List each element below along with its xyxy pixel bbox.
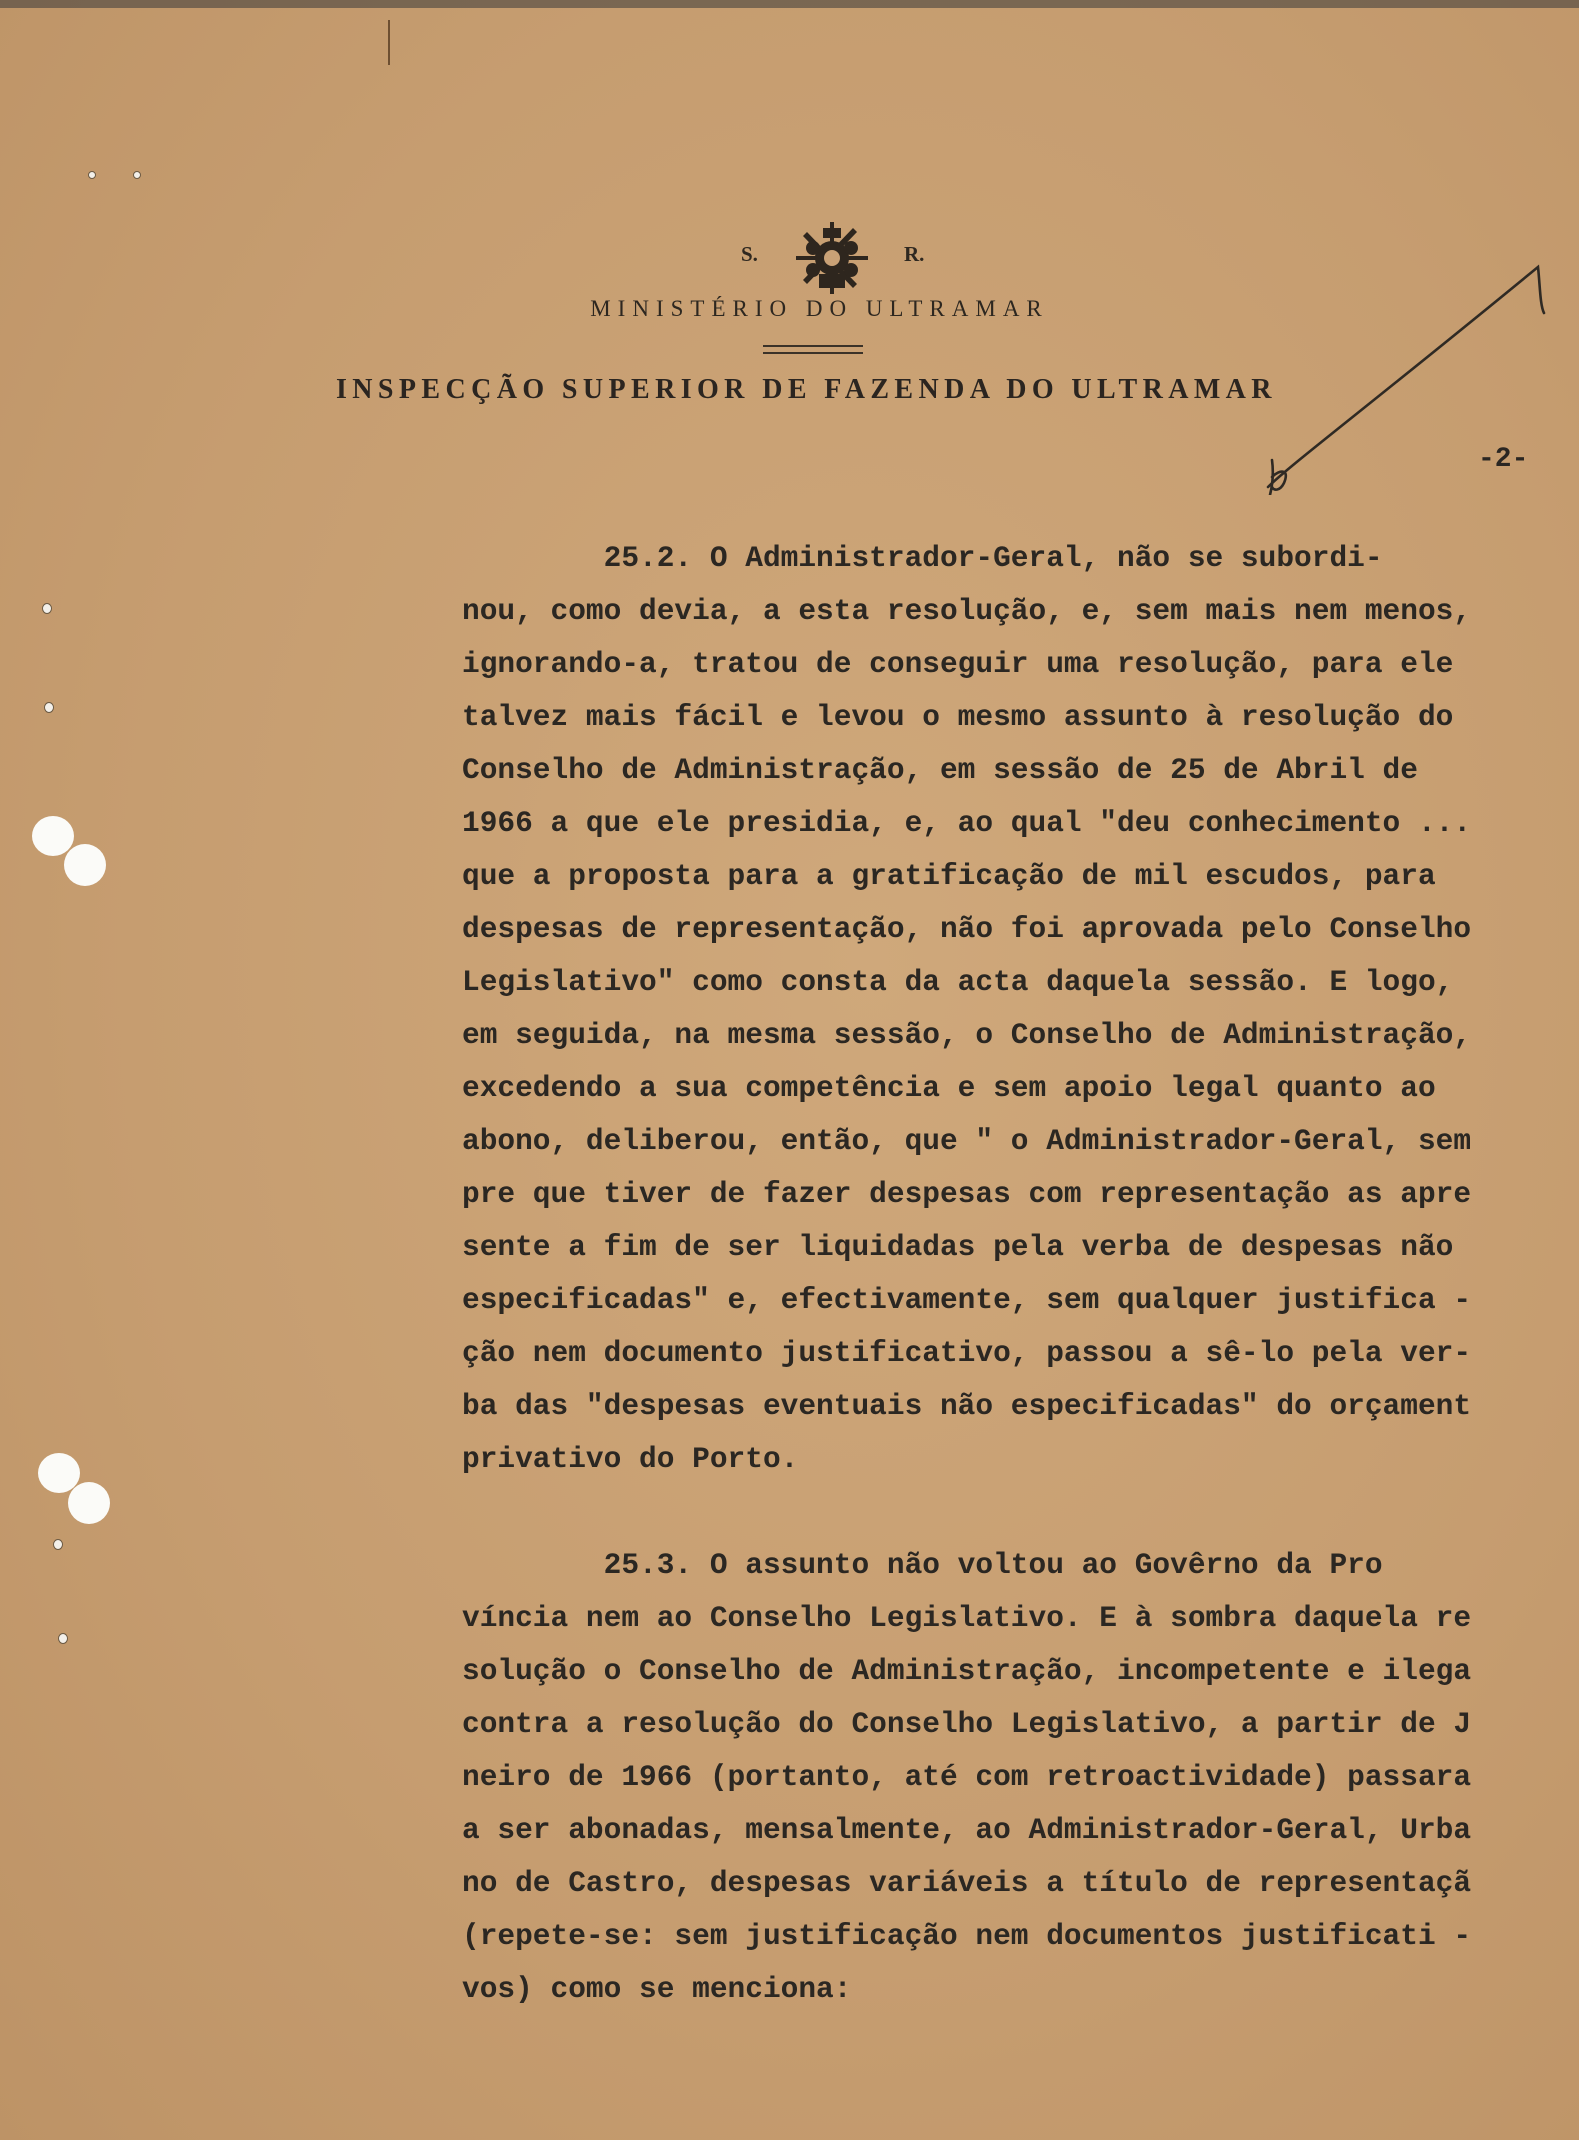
text-line: 1966 a que ele presidia, e, ao qual "deu conhecimento ... [462, 806, 1472, 840]
text-line: despesas de representação, não foi aprovada pelo Conselho [462, 912, 1472, 946]
heading-rule [763, 345, 863, 347]
handwritten-signature-icon [1250, 255, 1579, 495]
ministry-heading: MINISTÉRIO DO ULTRAMAR [590, 296, 1049, 321]
paper-speck [53, 1539, 63, 1550]
text-line: ignorando-a, tratou de conseguir uma resolução, para ele [462, 647, 1454, 681]
text-line: 25.3. O assunto não voltou ao Govêrno da Pro [462, 1548, 1383, 1582]
text-line: privativo do Porto. [462, 1442, 799, 1476]
text-line: a ser abonadas, mensalmente, ao Administrador-Geral, Urba [462, 1813, 1472, 1847]
text-line: 25.2. O Administrador-Geral, não se subordi- [462, 541, 1383, 575]
heading-rule [763, 352, 863, 354]
paper-speck [133, 171, 141, 179]
text-line: ção nem documento justificativo, passou a sê-lo pela ver- [462, 1336, 1472, 1370]
text-line: talvez mais fácil e levou o mesmo assunto à resolução do [462, 700, 1454, 734]
paper-speck [44, 702, 54, 713]
text-line: em seguida, na mesma sessão, o Conselho de Administração, [462, 1018, 1472, 1052]
text-line: contra a resolução do Conselho Legislativo, a partir de J [462, 1707, 1472, 1741]
paper-speck [88, 171, 96, 179]
pencil-mark [384, 20, 394, 65]
text-line: víncia nem ao Conselho Legislativo. E à sombra daquela re [462, 1601, 1472, 1635]
punch-hole [64, 844, 106, 886]
text-line: especificadas" e, efectivamente, sem qualquer justifica - [462, 1283, 1472, 1317]
text-line: que a proposta para a gratificação de mil escudos, para [462, 859, 1436, 893]
text-line: Legislativo" como consta da acta daquela sessão. E logo, [462, 965, 1454, 999]
page-number: -2- [1478, 444, 1529, 475]
text-line: excedendo a sua competência e sem apoio legal quanto ao [462, 1071, 1436, 1105]
department-heading: INSPECÇÃO SUPERIOR DE FAZENDA DO ULTRAMAR [336, 374, 1277, 405]
text-line: no de Castro, despesas variáveis a título de representaçã [462, 1866, 1472, 1900]
text-line: vos) como se menciona: [462, 1972, 852, 2006]
top-edge-shadow [0, 0, 1579, 8]
text-line: nou, como devia, a esta resolução, e, sem mais nem menos, [462, 594, 1472, 628]
paper-speck [42, 603, 52, 614]
seal-letter-right: R. [904, 242, 925, 266]
coat-of-arms-icon [787, 222, 877, 294]
paper-speck [58, 1633, 68, 1644]
punch-hole [68, 1482, 110, 1524]
punch-hole [32, 816, 74, 856]
text-line: ba das "despesas eventuais não especificadas" do orçament [462, 1389, 1472, 1423]
seal-letter-left: S. [741, 242, 758, 266]
text-line: pre que tiver de fazer despesas com representação as apre [462, 1177, 1472, 1211]
text-line: neiro de 1966 (portanto, até com retroactividade) passara [462, 1760, 1472, 1794]
text-line: solução o Conselho de Administração, incompetente e ilega [462, 1654, 1472, 1688]
text-line: sente a fim de ser liquidadas pela verba de despesas não [462, 1230, 1454, 1264]
text-line: (repete-se: sem justificação nem documentos justificati - [462, 1919, 1472, 1953]
text-line: abono, deliberou, então, que " o Administrador-Geral, sem [462, 1124, 1472, 1158]
text-line: Conselho de Administração, em sessão de 25 de Abril de [462, 753, 1418, 787]
